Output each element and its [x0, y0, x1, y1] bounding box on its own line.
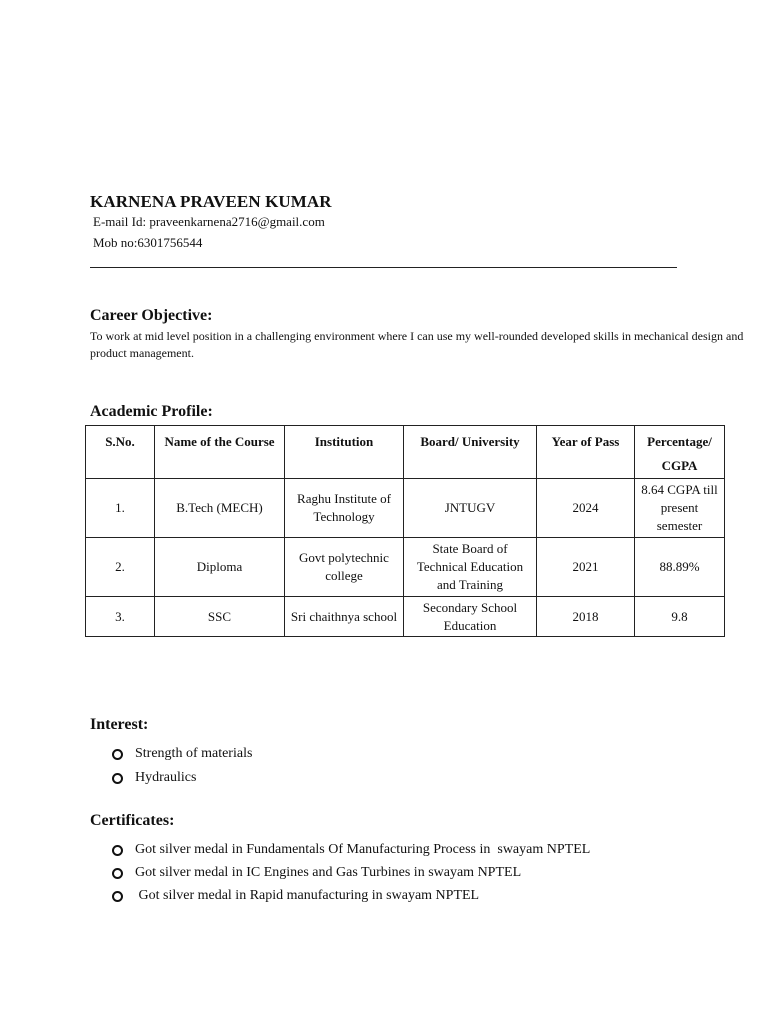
column-header: S.No.	[86, 426, 155, 479]
list-item-text: Got silver medal in Fundamentals Of Manufacturing Process in swayam NPTEL	[135, 842, 591, 857]
table-cell: 1.	[86, 479, 155, 538]
table-cell: 2.	[86, 538, 155, 597]
table-cell: JNTUGV	[404, 479, 537, 538]
table-cell: 2021	[537, 538, 635, 597]
table-cell: B.Tech (MECH)	[155, 479, 285, 538]
table-cell: 9.8	[635, 597, 725, 637]
table-cell: 2024	[537, 479, 635, 538]
circle-bullet-icon	[112, 845, 123, 856]
list-item-text: Got silver medal in Rapid manufacturing in swayam NPTEL	[135, 888, 480, 903]
list-item	[112, 841, 590, 864]
career-objective-text: To work at mid level position in a challenging environment where I can use my well-rounded developed skills in mechanical design and product management.	[90, 329, 744, 360]
academic-profile-heading: Academic Profile:	[90, 403, 213, 420]
circle-bullet-icon	[112, 868, 123, 879]
table-cell: SSC	[155, 597, 285, 637]
email-line: E-mail Id: praveenkarnena2716@gmail.com	[93, 214, 325, 229]
table-cell: State Board of Technical Education and Training	[404, 538, 537, 597]
candidate-name: KARNENA PRAVEEN KUMAR	[90, 192, 332, 211]
column-header: Institution	[285, 426, 404, 479]
list-item-text: Hydraulics	[135, 770, 197, 785]
list-item	[112, 769, 252, 793]
table-cell: Sri chaithnya school	[285, 597, 404, 637]
table-header-row	[86, 426, 725, 479]
table-row	[86, 538, 725, 597]
certificates-list	[112, 841, 590, 910]
list-item-text: Got silver medal in IC Engines and Gas Turbines in swayam NPTEL	[135, 865, 522, 880]
column-header: Year of Pass	[537, 426, 635, 479]
column-header: Board/ University	[404, 426, 537, 479]
interest-list	[112, 745, 252, 793]
column-header: Percentage/ CGPA	[635, 426, 725, 479]
interest-heading: Interest:	[90, 716, 149, 733]
table-row	[86, 479, 725, 538]
mobile-line: Mob no:6301756544	[93, 235, 203, 250]
table-cell: 8.64 CGPA till present semester	[635, 479, 725, 538]
table-cell: Govt polytechnic college	[285, 538, 404, 597]
list-item	[112, 864, 590, 887]
circle-bullet-icon	[112, 749, 123, 760]
certificates-heading: Certificates:	[90, 812, 175, 829]
table-cell: 88.89%	[635, 538, 725, 597]
circle-bullet-icon	[112, 891, 123, 902]
table-cell: Secondary School Education	[404, 597, 537, 637]
table-cell: 3.	[86, 597, 155, 637]
list-item-text: Strength of materials	[135, 746, 253, 761]
column-header: Name of the Course	[155, 426, 285, 479]
career-objective-heading: Career Objective:	[90, 307, 213, 324]
table-cell: 2018	[537, 597, 635, 637]
table-cell: Raghu Institute of Technology	[285, 479, 404, 538]
header-divider	[90, 267, 677, 268]
academic-table	[85, 425, 725, 637]
table-row	[86, 597, 725, 637]
list-item	[112, 887, 590, 910]
table-cell: Diploma	[155, 538, 285, 597]
circle-bullet-icon	[112, 773, 123, 784]
list-item	[112, 745, 252, 769]
